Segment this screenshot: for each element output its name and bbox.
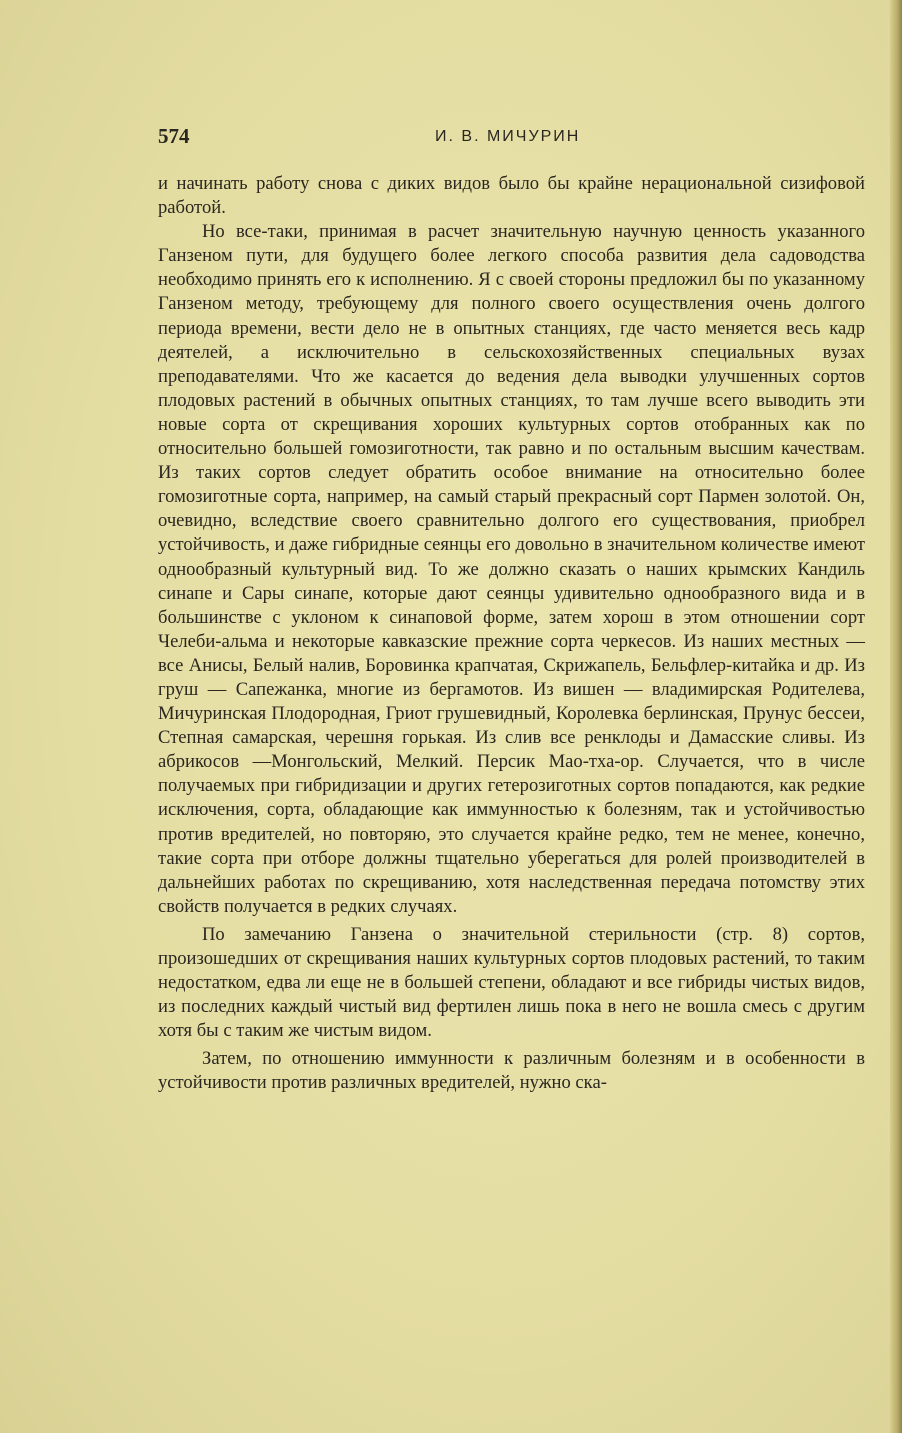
page-header (158, 124, 864, 154)
page-number: 574 (158, 124, 190, 148)
paragraph-continuation: и начинать работу снова с диких видов было бы крайне нерациональной сизифовой работой. (158, 173, 865, 219)
paragraph: Но все-таки, принимая в расчет значительную научную ценность указанного Ганзеном пути, для будущего более легкого способа развития дела садоводства необходимо принять его к исполнению. Я с своей стороны предложил бы по указанному Ганзеном методу, требующему для полного своего осуществления очень долгого периода времени, вести дело не в опытных станциях, где часто меняется весь кадр деятелей, а исключительно в сельскохозяйственных специальных вузах преподавателями. Что же касается до ведения дела выводки улучшенных сортов плодовых растений в обычных опытных станциях, то там лучше всего выводить эти новые сорта от скрещивания хороших культурных сортов отобранных как по относительно большей гомозиготности, так равно и по остальным высшим качествам. Из таких сортов следует обратить особое внимание на относительно более гомозиготные сорта, например, на самый старый прекрасный сорт Пармен золотой. Он, очевидно, вследствие своего сравнительно долгого его существования, приобрел устойчивость, и даже гибридные сеянцы его довольно в значительном количестве имеют однообразный культурный вид. То же должно сказать о наших крымских Кандиль синапе и Сары синапе, которые дают сеянцы удивительно однообразного вида и в большинстве с уклоном к синаповой форме, затем хорош в этом отношении сорт Челеби-альма и некоторые кавказские прежние сорта черкесов. Из наших местных — все Анисы, Белый налив, Боровинка крапчатая, Скрижапель, Бельфлер-китайка и др. Из груш — Сапежанка, многие из бергамотов. Из вишен — владимирская Родителева, Мичуринская Плодородная, Гриот грушевидный, Королевка берлинская, Прунус бессеи, Степная самарская, черешня горькая. Из слив все ренклоды и Дамасские сливы. Из абрикосов —Монгольский, Мелкий. Персик Мао-тха-ор. Случается, что в числе получаемых при гибридизации и других гетерозиготных сортов попадаются, как редкие исключения, сорта, обладающие как иммунностью к болезням, так и устойчивостью против вредителей, но повторяю, это случается крайне редко, тем не менее, конечно, такие сорта при отборе должны тщательно уберегаться для ролей производителей в дальнейших работах по скрещиванию, хотя наследственная передача потомству этих свойств получается в редких случаях. (158, 221, 865, 917)
paragraph: Затем, по отношению иммунности к различным болезням и в особенности в устойчивости против различных вредителей, нужно ска- (158, 1048, 865, 1094)
page-edge-shadow (890, 0, 902, 1433)
paragraph: По замечанию Ганзена о значительной стерильности (стр. 8) сортов, произошедших от скрещивания наших культурных сортов плодовых растений, то таким недостатком, едва ли еще не в большей степени, обладают и все гибриды чистых видов, из последних каждый чистый вид фертилен лишь пока в него не вошла смесь с другим хотя бы с таким же чистым видом. (158, 923, 865, 1042)
body-text (158, 172, 865, 1096)
running-title: И. В. МИЧУРИН (435, 128, 581, 145)
